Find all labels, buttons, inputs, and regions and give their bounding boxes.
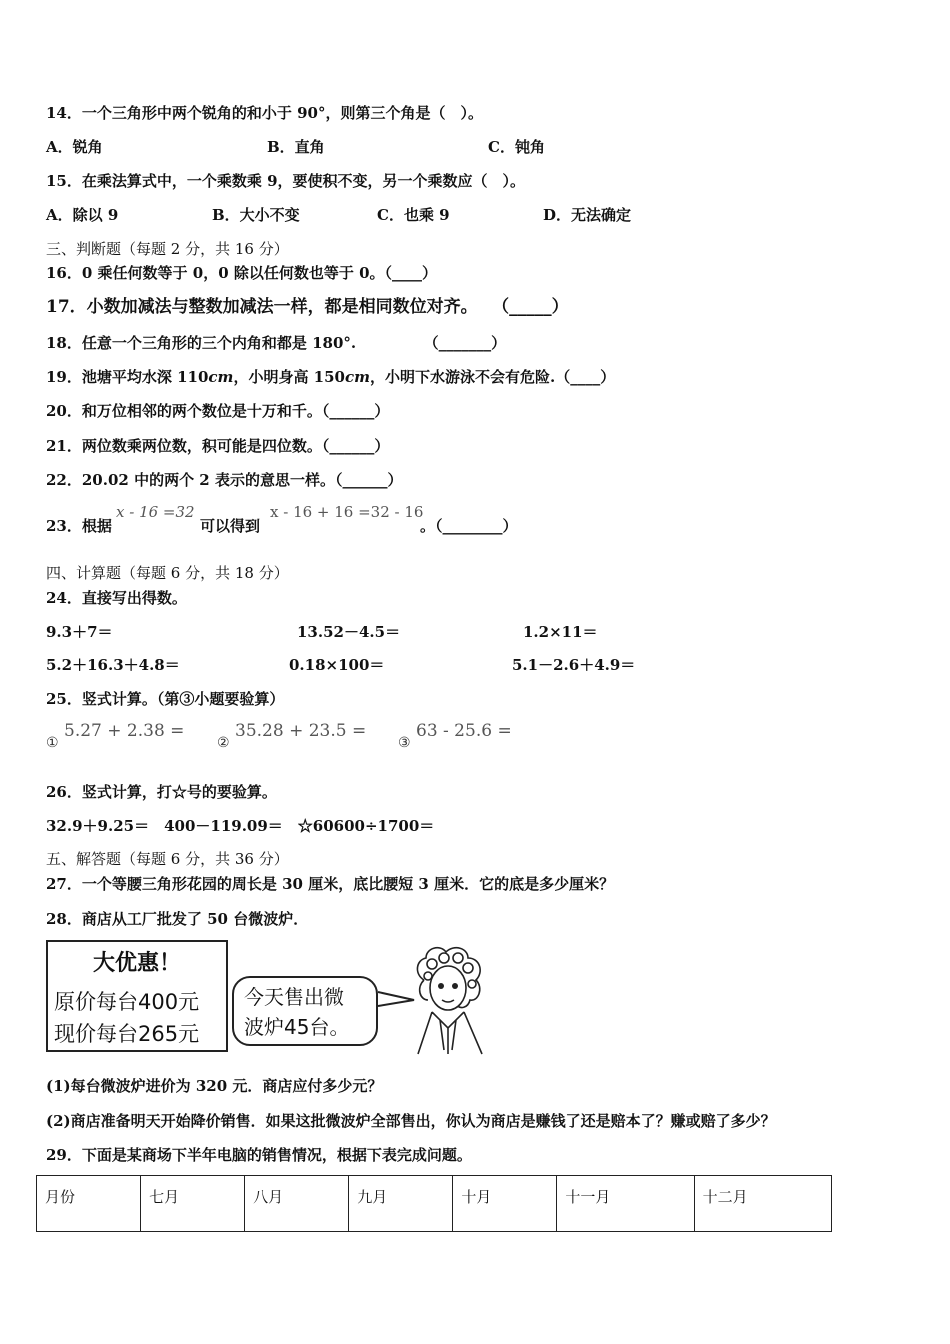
q19 [46, 367, 615, 387]
section5-heading: 五、解答题（每题 6 分，共 36 分） [46, 850, 289, 868]
q24-item: 9.3＋7＝ [46, 623, 113, 641]
q19-unit-2: cm [344, 368, 370, 386]
q24-item: 0.18×100＝ [289, 656, 385, 674]
q20: 20．和万位相邻的两个数位是十万和千。（______） [46, 402, 390, 420]
q25-expr-1: 5.27 + 2.38 = [64, 721, 185, 741]
q25-num-1: ① [46, 735, 59, 751]
q26-stem: 26．竖式计算，打☆号的要验算。 [46, 783, 277, 801]
table-header-cell: 八月 [245, 1176, 349, 1232]
section3-heading: 三、判断题（每题 2 分，共 16 分） [46, 240, 289, 258]
q23-formula-2 [270, 503, 423, 521]
q23-suffix: 。（________） [420, 517, 518, 535]
body [418, 1012, 482, 1054]
table-header-cell: 七月 [141, 1176, 245, 1232]
q24-stem: 24．直接写出得数。 [46, 589, 187, 607]
shopkeeper-illustration [370, 940, 500, 1056]
q23-formula-1 [116, 503, 195, 521]
q24-item: 5.2＋16.3＋4.8＝ [46, 656, 180, 674]
q15-option-b[interactable]: B．大小不变 [212, 206, 300, 224]
q23-formula-2-text: x - 16 + 16 =32 - 16 [270, 503, 424, 521]
q28-sub2: (2)商店准备明天开始降价销售．如果这批微波炉全部售出，你认为商店是赚钱了还是赔本了？赚或赔了多少？ [46, 1112, 776, 1130]
q28-stem: 28．商店从工厂批发了 50 台微波炉． [46, 910, 309, 928]
q24-item: 1.2×11＝ [523, 623, 598, 641]
bubble-line-1: 今天售出微 [244, 985, 344, 1009]
q15-option-a[interactable]: A．除以 9 [46, 206, 119, 224]
q15-stem: 15．在乘法算式中，一个乘数乘 9，要使积不变，另一个乘数应（ ）。 [46, 172, 526, 190]
q21: 21．两位数乘两位数，积可能是四位数。（______） [46, 437, 390, 455]
q25-expr-3: 63 - 25.6 = [416, 721, 512, 741]
q29-stem: 29．下面是某商场下半年电脑的销售情况，根据下表完成问题。 [46, 1146, 472, 1164]
q15-option-c[interactable]: C．也乘 9 [377, 206, 450, 224]
q19-part-c: ，小明下水游泳不会有危险.（____） [370, 368, 616, 386]
q23-middle: 可以得到 [200, 517, 261, 535]
promo-title: 大优惠！ [92, 951, 181, 976]
q19-part-b: ，小明身高 150 [233, 368, 345, 386]
q25-num-3: ③ [398, 735, 411, 751]
q27: 27．一个等腰三角形花园的周长是 30 厘米，底比腰短 3 厘米．它的底是多少厘米？ [46, 875, 615, 893]
q28-sub1: (1)每台微波炉进价为 320 元．商店应付多少元？ [46, 1077, 383, 1095]
q18: 18．任意一个三角形的三个内角和都是 180°. （_______） [46, 334, 507, 352]
q14-option-a[interactable]: A．锐角 [46, 138, 103, 156]
q26-line: 32.9＋9.25＝ 400－119.09＝ ☆60600÷1700＝ [46, 817, 435, 835]
bubble-tail [378, 992, 414, 1006]
right-eye [452, 983, 458, 989]
table-header-cell: 九月 [349, 1176, 453, 1232]
q24-item: 13.52－4.5＝ [297, 623, 401, 641]
q25-num-2: ② [217, 735, 230, 751]
promo-sign [46, 940, 228, 1052]
q19-unit-1: cm [208, 368, 234, 386]
q14-stem: 14．一个三角形中两个锐角的和小于 90°，则第三个角是（ ）。 [46, 104, 483, 122]
q17: 17．小数加减法与整数加减法一样，都是相同数位对齐。 （_____） [46, 297, 569, 317]
table-header-cell: 十一月 [557, 1176, 694, 1232]
q19-part-a: 19．池塘平均水深 110 [46, 368, 209, 386]
q14-option-c[interactable]: C．钝角 [488, 138, 545, 156]
table-row [37, 1176, 832, 1232]
promo-original-price: 原价每台400元 [54, 990, 200, 1014]
q23-formula-1-text: x - 16 =32 [116, 503, 195, 521]
sales-table [36, 1175, 832, 1232]
q14-option-b[interactable]: B．直角 [267, 138, 325, 156]
left-eye [438, 983, 444, 989]
promo-current-price: 现价每台265元 [54, 1022, 200, 1046]
q25-expr-2: 35.28 + 23.5 = [235, 721, 367, 741]
q23-prefix: 23．根据 [46, 517, 112, 535]
section4-heading: 四、计算题（每题 6 分，共 18 分） [46, 564, 289, 582]
bubble-line-2: 波炉45台。 [244, 1015, 350, 1039]
q22: 22．20.02 中的两个 2 表示的意思一样。（______） [46, 471, 403, 489]
q16: 16．0 乘任何数等于 0，0 除以任何数也等于 0。（____） [46, 264, 438, 282]
q24-item: 5.1－2.6＋4.9＝ [512, 656, 636, 674]
speech-bubble [232, 976, 378, 1046]
q15-option-d[interactable]: D．无法确定 [543, 206, 632, 224]
table-header-cell: 十月 [453, 1176, 557, 1232]
q25-stem: 25．竖式计算。（第③小题要验算） [46, 690, 285, 708]
face [430, 966, 466, 1010]
table-header-cell: 月份 [37, 1176, 141, 1232]
table-header-cell: 十二月 [694, 1176, 831, 1232]
